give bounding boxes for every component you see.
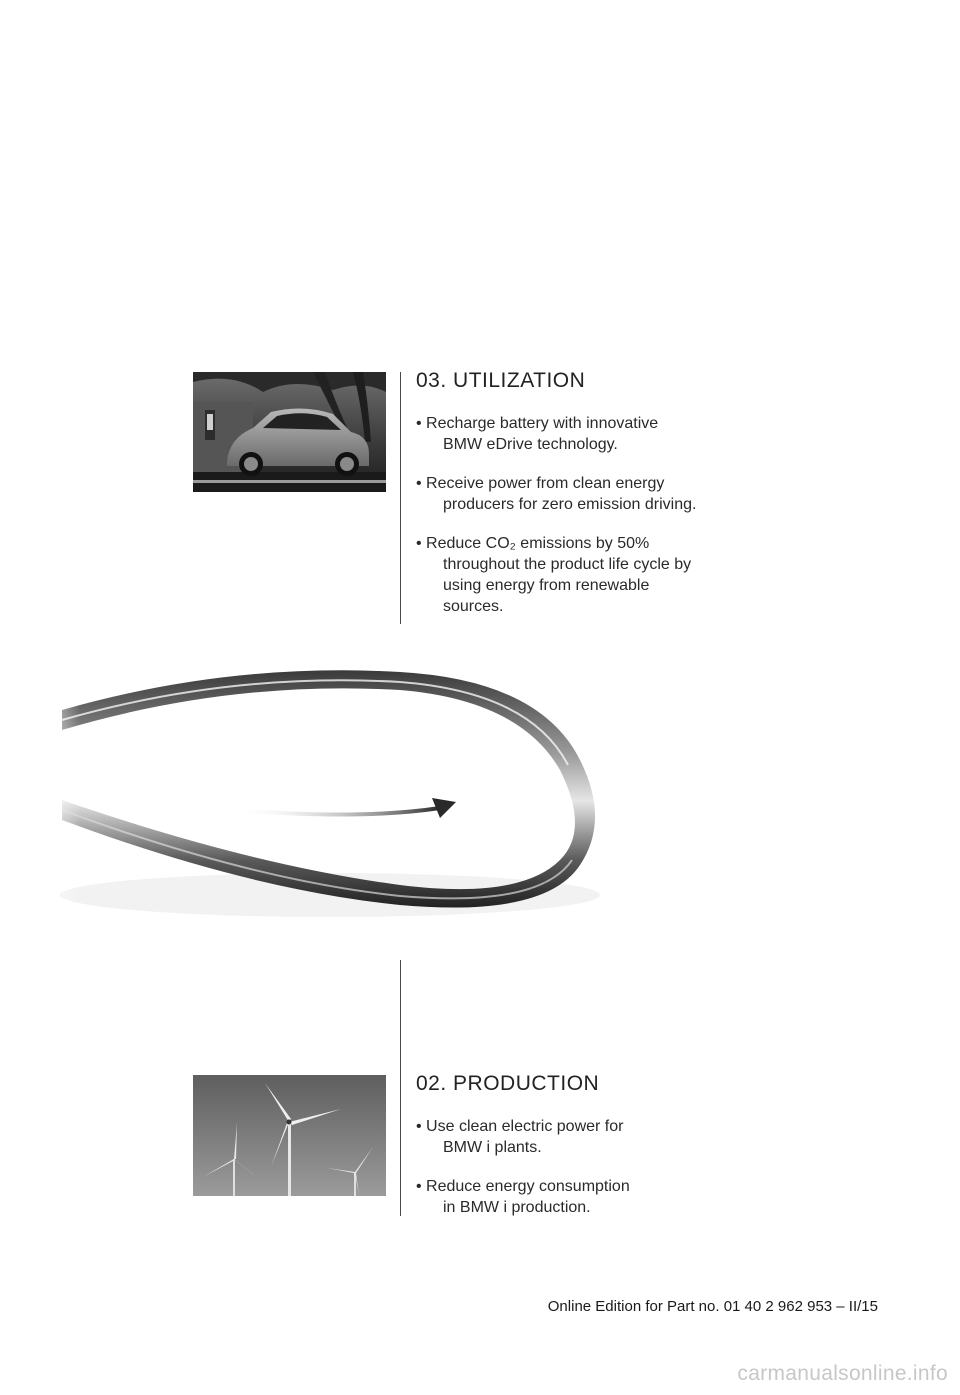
list-item: • Reduce energy consumption in BMW i production.	[416, 1178, 630, 1216]
list-item: • Reduce CO₂ emissions by 50% throughout the product life cycle by using energy from renewable sources.	[416, 535, 692, 615]
utilization-divider	[400, 372, 401, 624]
production-divider	[400, 960, 401, 1216]
ev-charging-photo	[193, 372, 386, 492]
list-item: • Use clean electric power for BMW i plants.	[416, 1118, 624, 1156]
utilization-bullet-list	[416, 413, 716, 635]
list-item: • Recharge battery with innovative BMW eDrive technology.	[416, 415, 659, 453]
online-edition-footer: Online Edition for Part no. 01 40 2 962 953 – II/15	[547, 1298, 878, 1315]
lifecycle-loop-graphic	[0, 660, 960, 930]
utilization-title: 03. UTILIZATION	[416, 369, 586, 392]
watermark-text: carmanualsonline.info	[737, 1362, 948, 1385]
production-title: 02. PRODUCTION	[416, 1072, 600, 1095]
wind-turbines-photo	[193, 1075, 386, 1196]
list-item: • Receive power from clean energy producers for zero emission driving.	[416, 475, 697, 513]
production-bullet-list	[416, 1116, 716, 1236]
